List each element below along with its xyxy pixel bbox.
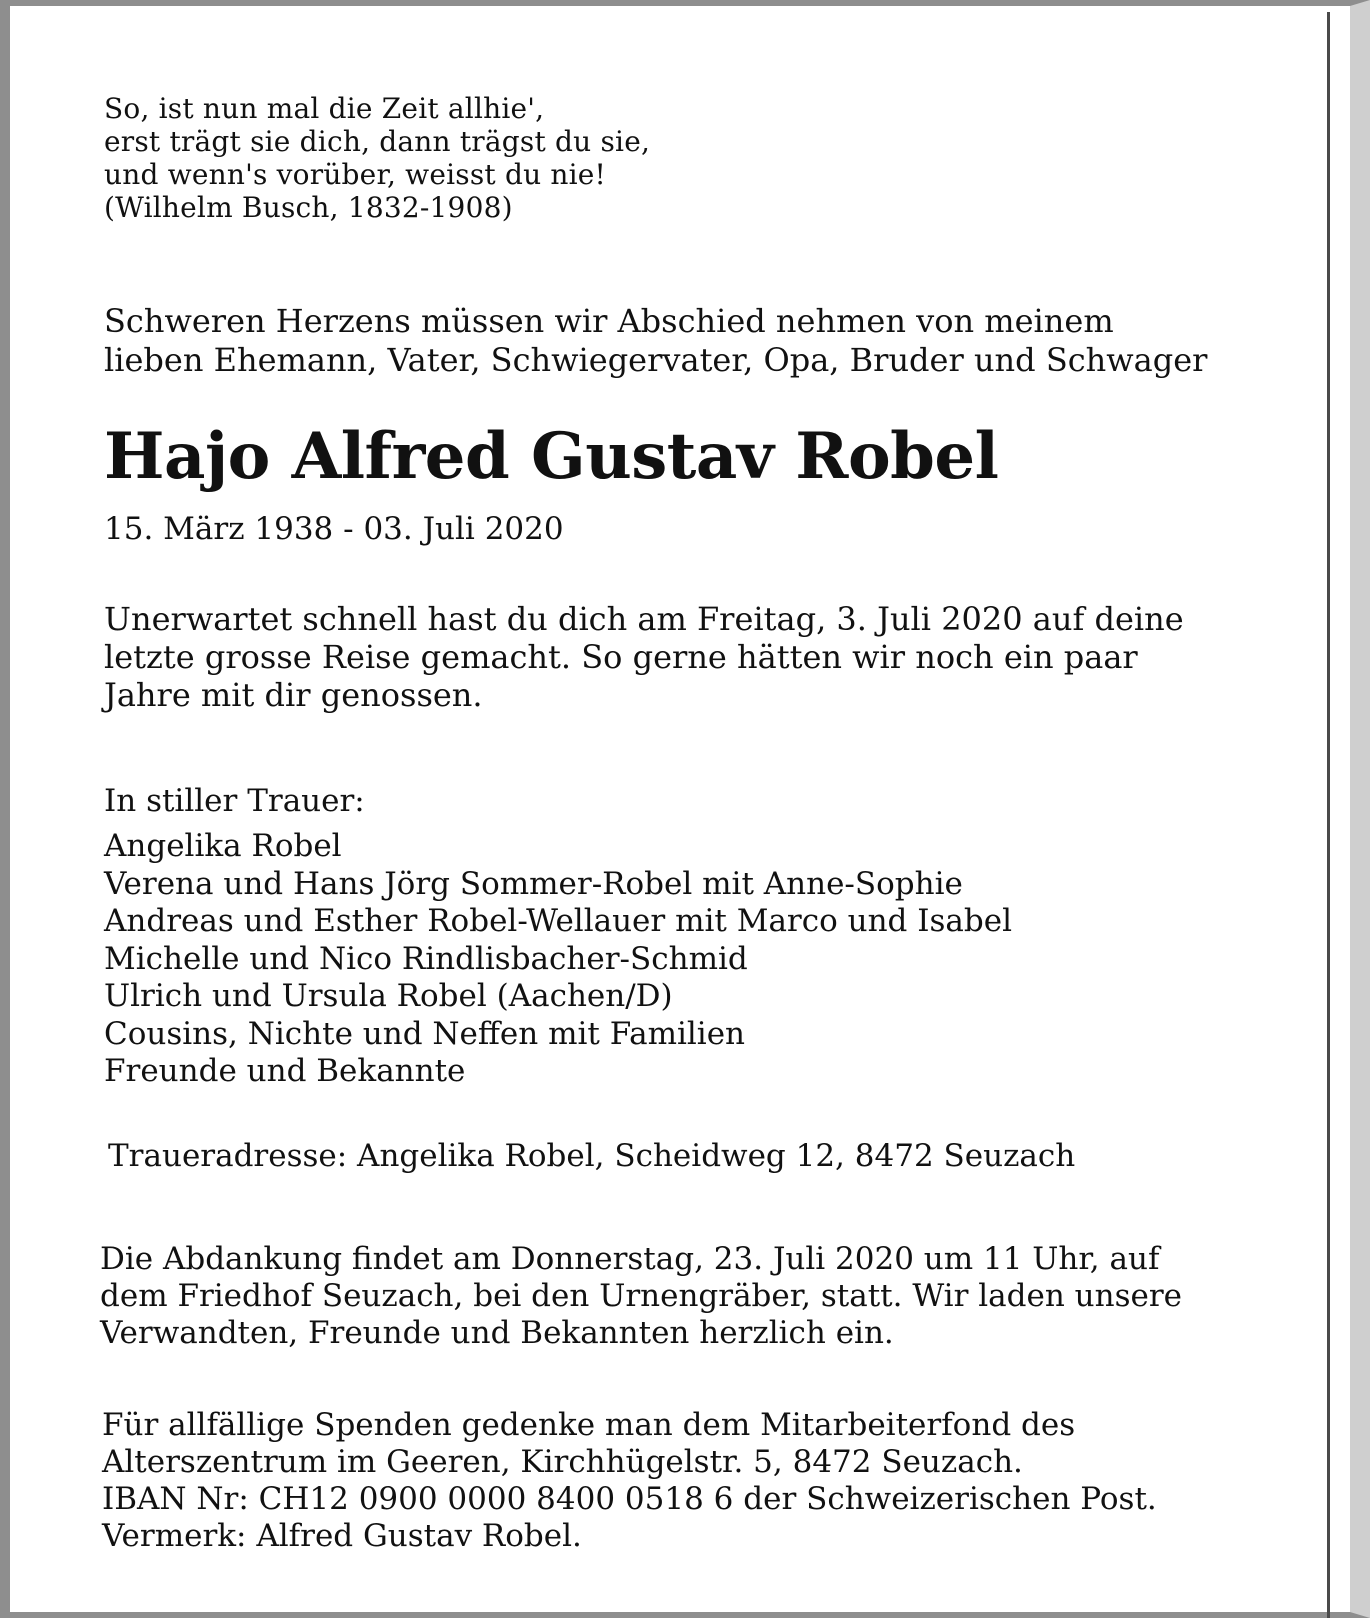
intro-text <box>104 302 1207 380</box>
donation-reference: Vermerk: Alfred Gustav Robel. <box>102 1518 582 1554</box>
donation-iban: IBAN Nr: CH12 0900 0000 8400 0518 6 der Schweizerischen Post. <box>102 1481 1157 1517</box>
quote-line: erst trägt sie dich, dann trägst du sie, <box>104 125 651 158</box>
page-edge-line <box>1327 12 1330 1618</box>
message-line: Unerwartet schnell hast du dich am Freitag, 3. Juli 2020 auf deine <box>104 600 1184 638</box>
mourner-name: Michelle und Nico Rindlisbacher-Schmid <box>104 940 748 977</box>
deceased-name: Hajo Alfred Gustav Robel <box>104 419 999 494</box>
life-dates: 15. März 1938 - 03. Juli 2020 <box>104 511 564 547</box>
mourner-name: Verena und Hans Jörg Sommer-Robel mit Anne-Sophie <box>104 865 963 902</box>
mourner-name: Cousins, Nichte und Neffen mit Familien <box>104 1015 746 1052</box>
service-line: Die Abdankung findet am Donnerstag, 23. Juli 2020 um 11 Uhr, auf <box>100 1241 1160 1277</box>
service-line: dem Friedhof Seuzach, bei den Urnengräber, statt. Wir laden unsere <box>100 1278 1183 1314</box>
opening-quote <box>104 92 650 224</box>
mourner-name: Freunde und Bekannte <box>104 1053 466 1089</box>
donation-line: Für allfällige Spenden gedenke man dem Mitarbeiterfond des <box>102 1407 1076 1443</box>
quote-line: So, ist nun mal die Zeit allhie', <box>104 92 545 125</box>
message-line: letzte grosse Reise gemacht. So gerne hätten wir noch ein paar <box>104 638 1138 676</box>
mourners-label: In stiller Trauer: <box>104 783 365 819</box>
donation-info <box>102 1407 1157 1555</box>
service-line: Verwandten, Freunde und Bekannten herzlich ein. <box>100 1315 894 1351</box>
quote-line: und wenn's vorüber, weisst du nie! <box>104 158 607 191</box>
intro-line: Schweren Herzens müssen wir Abschied nehmen von meinem <box>104 302 1114 340</box>
mourner-name: Andreas und Esther Robel-Wellauer mit Marco und Isabel <box>104 903 1012 939</box>
donation-line: Alterszentrum im Geeren, Kirchhügelstr. 5, 8472 Seuzach. <box>102 1444 1023 1480</box>
funeral-service-info <box>100 1241 1182 1352</box>
quote-attribution: (Wilhelm Busch, 1832-1908) <box>104 191 513 224</box>
mourner-name: Angelika Robel <box>104 828 342 864</box>
mourner-name: Ulrich und Ursula Robel (Aachen/D) <box>104 978 673 1014</box>
mourners-list <box>104 828 1012 1091</box>
mourning-address: Traueradresse: Angelika Robel, Scheidweg 12, 8472 Seuzach <box>108 1138 1076 1174</box>
intro-line: lieben Ehemann, Vater, Schwiegervater, Opa, Bruder und Schwager <box>104 341 1208 379</box>
message-line: Jahre mit dir genossen. <box>104 676 483 714</box>
farewell-message <box>104 600 1184 714</box>
